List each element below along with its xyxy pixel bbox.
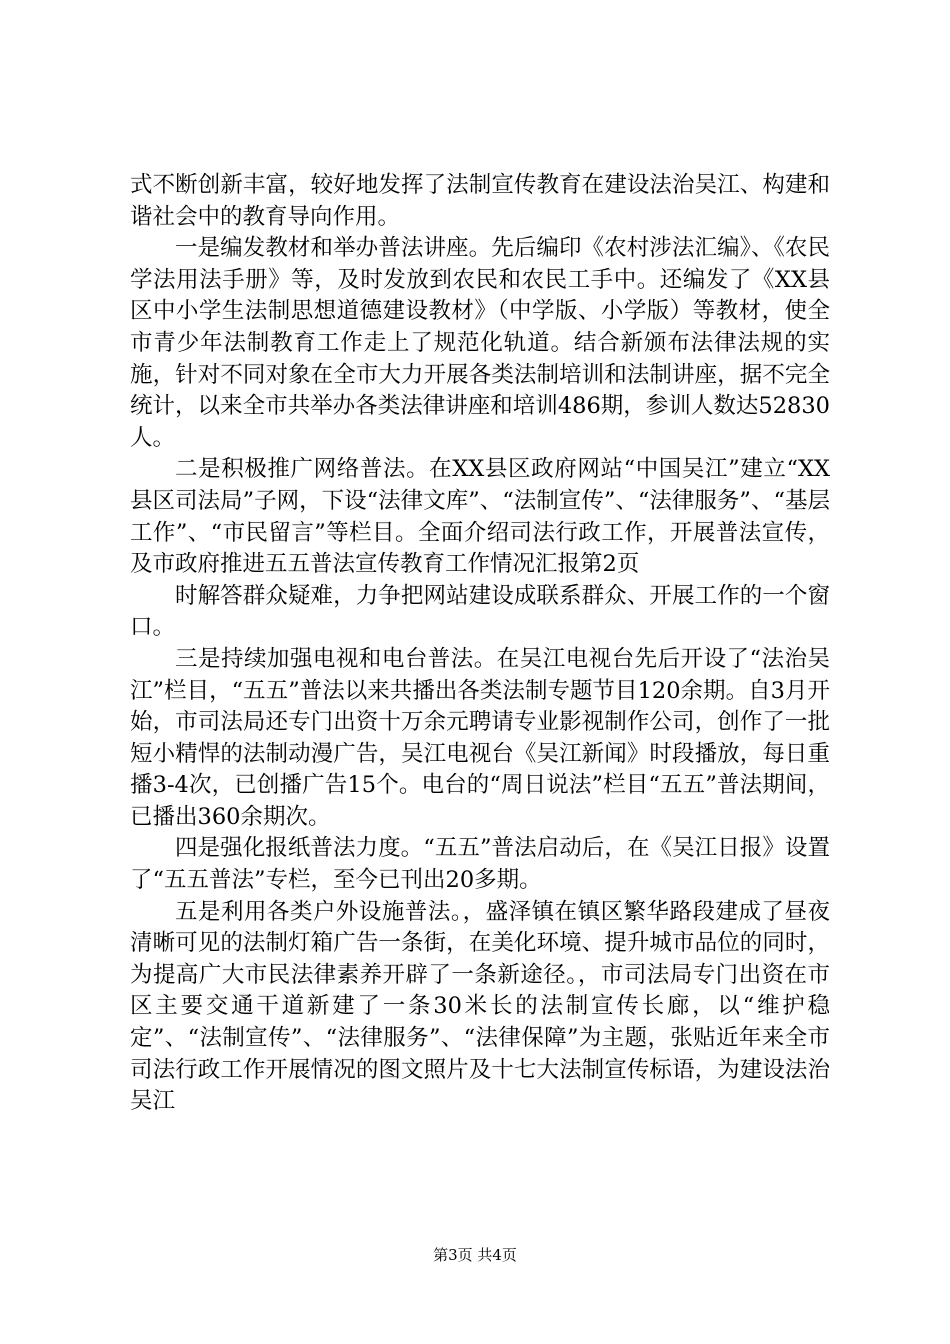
paragraph-tv-radio: 三是持续加强电视和电台普法。在吴江电视台先后开设了“法治吴江”栏目，“五五”普法以来共播出各类法制专题节目120余期。自3月开始，市司法局还专门出资十万余元聘请专业影视制作公司，创作了一批短小精悍的法制动漫广告，吴江电视台《吴江新闻》时段播放，每日重播3-4次，已创播广告15个。电台的“周日说法”栏目“五五”普法期间，已播出360余期次。 [130,645,830,830]
paragraph-outdoor-facilities: 五是利用各类户外设施普法。，盛泽镇在镇区繁华路段建成了昼夜清晰可见的法制灯箱广告一条街，在美化环境、提升城市品位的同时，为提高广大市民法律素养开辟了一条新途径。，市司法局专门出资在市区主要交通干道新建了一条30米长的法制宣传长廊，以“维护稳定”、“法制宣传”、“法律服务”、“法律保障”为主题，张贴近年来全市司法行政工作开展情况的图文照片及十七大法制宣传标语，为建设法治吴江 [130,898,830,1115]
paragraph-continuation: 式不断创新丰富，较好地发挥了法制宣传教育在建设法治吴江、构建和谐社会中的教育导向作用。 [130,172,830,230]
page-number-footer: 第3页 共4页 [433,1246,517,1264]
paragraph-textbooks-lectures: 一是编发教材和举办普法讲座。先后编印《农村涉法汇编》、《农民学法用法手册》等，及时发放到农民和农民工手中。还编发了《XX县区中小学生法制思想道德建设教材》（中学版、小学版）等教材，使全市青少年法制教育工作走上了规范化轨道。结合新颁布法律法规的实施，针对不同对象在全市大力开展各类法制培训和法制讲座，据不完全统计，以来全市共举办各类法律讲座和培训486期，参训人数达52830人。 [130,235,830,451]
document-body [130,170,830,1118]
paragraph-online-legal-education: 二是积极推广网络普法。在XX县区政府网站“中国吴江”建立“XX县区司法局”子网，下设“法律文库”、“法制宣传”、“法律服务”、“基层工作”、“市民留言”等栏目。全面介绍司法行政工作，开展普法宣传，及市政府推进五五普法宣传教育工作情况汇报第2页 [130,456,830,578]
paragraph-website-window: 时解答群众疑难，力争把网站建设成联系群众、开展工作的一个窗口。 [130,582,830,641]
paragraph-newspaper: 四是强化报纸普法力度。“五五”普法启动后，在《吴江日报》设置了“五五普法”专栏，至今已刊出20多期。 [130,835,830,894]
